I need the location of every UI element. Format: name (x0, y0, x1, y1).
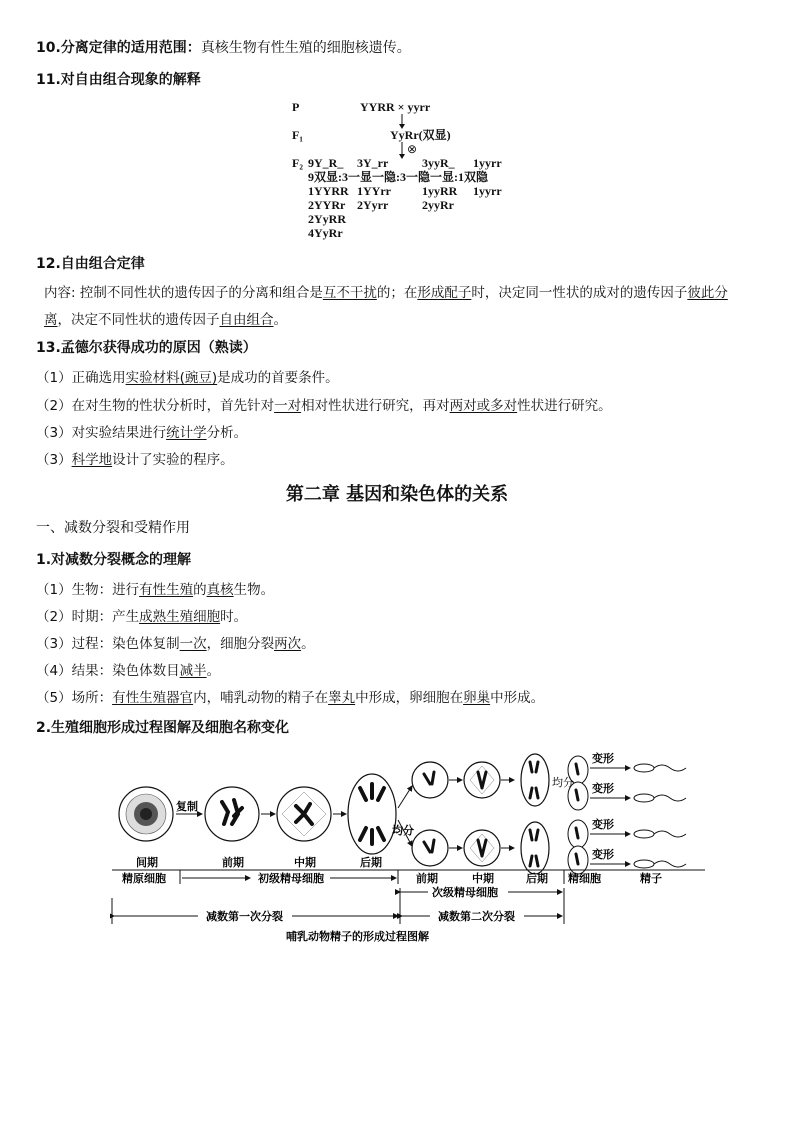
f1-label: F₁ (292, 128, 303, 142)
stage-label-anaphase: 后期 (360, 857, 382, 869)
reason-4 (36, 450, 234, 470)
anaphase-I-cell (348, 774, 396, 854)
genotype-cell: 2YYRr (308, 198, 346, 212)
text: 中形成，卵细胞在 (355, 690, 464, 706)
diagram-caption: 哺乳动物精子的形成过程图解 (286, 931, 429, 943)
text: （5）场所： (36, 690, 113, 706)
cell-name-sperm: 精子 (640, 873, 662, 885)
key-term: 有性生殖器官 (112, 690, 194, 706)
text: 性状进行研究。 (517, 398, 612, 414)
p-genotypes: YYRR × yyrr (360, 100, 431, 114)
key-term: 自由组合 (219, 312, 274, 328)
key-term: 睾丸 (328, 690, 356, 706)
text: （2）在对生物的性状分析时，首先针对 (36, 398, 275, 414)
secondary-metaphase-cell (464, 830, 500, 866)
f2-class-2: 3Y_rr (357, 156, 389, 170)
text: 相对性状进行研究，再对 (301, 398, 450, 414)
dihybrid-cross-diagram (290, 98, 520, 248)
part-heading: 一、减数分裂和受精作用 (36, 520, 190, 536)
f2-class-1: 9Y_R_ (308, 156, 344, 170)
text: 分析。 (206, 425, 248, 441)
section-12-content-line-1 (44, 283, 728, 303)
reason-2 (36, 396, 612, 416)
metaphase-cell (277, 787, 331, 841)
key-term: 两对或多对 (449, 398, 518, 414)
spermatid-cells (568, 756, 588, 874)
secondary-anaphase-cell (521, 754, 549, 806)
concept-item-2 (36, 607, 247, 627)
text: 的 (193, 582, 207, 598)
prophase-cell (205, 787, 259, 841)
transform-label: 变形 (592, 783, 614, 795)
transform-label: 变形 (592, 819, 614, 831)
transform-label: 变形 (592, 753, 614, 765)
text: 设计了实验的程序。 (112, 452, 234, 468)
phase-label-meiosis-I: 减数第一次分裂 (206, 911, 283, 923)
selfing-symbol: ⊗ (407, 142, 418, 156)
meiosis-concept-heading: 1.对减数分裂概念的理解 (36, 552, 192, 568)
f2-class-3: 3yyR_ (422, 156, 455, 170)
text: （3）对实验结果进行 (36, 425, 167, 441)
text: 。 (301, 636, 315, 652)
section-10 (36, 38, 411, 58)
text: 的；在 (376, 285, 418, 301)
split-label-2: 均分 (552, 777, 574, 789)
section-11-heading: 11.对自由组合现象的解释 (36, 72, 201, 88)
text: 。 (206, 663, 221, 679)
cell-name-primary-spermatocyte: 初级精母细胞 (258, 873, 324, 885)
text: ，决定不同性状的遗传因子 (57, 312, 220, 328)
text: 时，决定同一性状的成对的遗传因子 (471, 285, 688, 301)
key-term: 统计学 (166, 425, 207, 441)
key-term: 彼此分 (687, 285, 728, 301)
key-term: 形成配子 (417, 285, 472, 301)
cell-name-spermatogonium: 精原细胞 (122, 873, 166, 885)
key-term: 成熟生殖细胞 (139, 609, 221, 625)
spermatogenesis-heading: 2.生殖细胞形成过程图解及细胞名称变化 (36, 720, 290, 736)
key-term: 科学地 (71, 452, 113, 468)
key-term: 一对 (274, 398, 302, 414)
split-label-1: 均分 (392, 825, 414, 837)
key-term: 有性生殖 (139, 582, 194, 598)
section-13-heading: 13.孟德尔获得成功的原因（熟读） (36, 340, 257, 356)
text: （2）时期：产生 (36, 609, 140, 625)
interphase-cell (119, 787, 173, 841)
sperm-cells (634, 764, 686, 868)
key-term: 离 (44, 312, 58, 328)
text: 。 (273, 312, 287, 328)
reason-1 (36, 368, 339, 388)
key-term: 互不干扰 (322, 285, 377, 301)
text: （3） (36, 452, 72, 468)
spermatogenesis-diagram (110, 748, 710, 948)
key-term: 卵巢 (463, 690, 491, 706)
genotype-cell: 1YYrr (357, 184, 391, 198)
section-10-body: 真核生物有性生殖的细胞核遗传。 (200, 40, 411, 56)
f1-genotype: YyRr(双显) (390, 128, 451, 142)
key-term: 真核 (206, 582, 234, 598)
concept-item-5 (36, 688, 544, 708)
concept-item-4 (36, 661, 220, 681)
key-term: 两次 (274, 636, 302, 652)
concept-item-1 (36, 580, 274, 600)
section-12-content-line-2 (44, 310, 287, 330)
text: ，细胞分裂 (206, 636, 275, 652)
text: （1）生物：进行 (36, 582, 140, 598)
text: （1）正确选用 (36, 370, 126, 386)
cell-name-spermatid: 精细胞 (568, 873, 601, 885)
genotype-cell: 1YYRR (308, 184, 349, 198)
key-term: 实验材料(豌豆) (125, 370, 218, 386)
secondary-prophase-cell (412, 762, 448, 798)
f2-ratio: 9双显:3一显一隐:3一隐一显:1双隐 (308, 170, 488, 184)
stage-label-anaphase-II: 后期 (526, 873, 548, 885)
reason-3 (36, 423, 247, 443)
stage-label-metaphase: 中期 (294, 857, 316, 869)
text: （3）过程：染色体复制 (36, 636, 180, 652)
key-term: 一次 (179, 636, 207, 652)
text: 中形成。 (490, 690, 545, 706)
secondary-prophase-cell (412, 830, 448, 866)
text: 是成功的首要条件。 (217, 370, 339, 386)
f2-label: F₂ (292, 156, 303, 170)
genotype-cell: 2Yyrr (357, 198, 389, 212)
f2-class-4: 1yyrr (473, 156, 502, 170)
genotype-cell: 1yyrr (473, 184, 502, 198)
chapter-title: 第二章 基因和染色体的关系 (285, 484, 509, 505)
text: 内容: 控制不同性状的遗传因子的分离和组合是 (44, 285, 323, 301)
text: （4）结果：染色体数目 (36, 663, 180, 679)
secondary-metaphase-cell (464, 762, 500, 798)
genotype-cell: 4YyRr (308, 226, 343, 240)
genotype-cell: 1yyRR (422, 184, 458, 198)
text: 内，哺乳动物的精子在 (193, 690, 329, 706)
concept-item-3 (36, 634, 315, 654)
transform-label: 变形 (592, 849, 614, 861)
copy-label: 复制 (176, 801, 198, 813)
stage-label-prophase: 前期 (222, 857, 244, 869)
phase-label-meiosis-II: 减数第二次分裂 (438, 911, 515, 923)
genotype-cell: 2YyRR (308, 212, 346, 226)
key-term: 减半 (179, 663, 207, 679)
secondary-anaphase-cell (521, 822, 549, 874)
section-10-heading: 10.分离定律的适用范围： (36, 40, 201, 56)
cell-name-secondary-spermatocyte: 次级精母细胞 (432, 887, 498, 899)
text: 时。 (220, 609, 248, 625)
section-12-heading: 12.自由组合定律 (36, 256, 145, 272)
stage-label-metaphase-II: 中期 (472, 873, 494, 885)
arrow (398, 786, 412, 808)
p-label: P (292, 100, 300, 114)
genotype-cell: 2yyRr (422, 198, 454, 212)
text: 生物。 (233, 582, 275, 598)
stage-label-interphase: 间期 (136, 857, 158, 869)
stage-label-prophase-II: 前期 (416, 873, 438, 885)
